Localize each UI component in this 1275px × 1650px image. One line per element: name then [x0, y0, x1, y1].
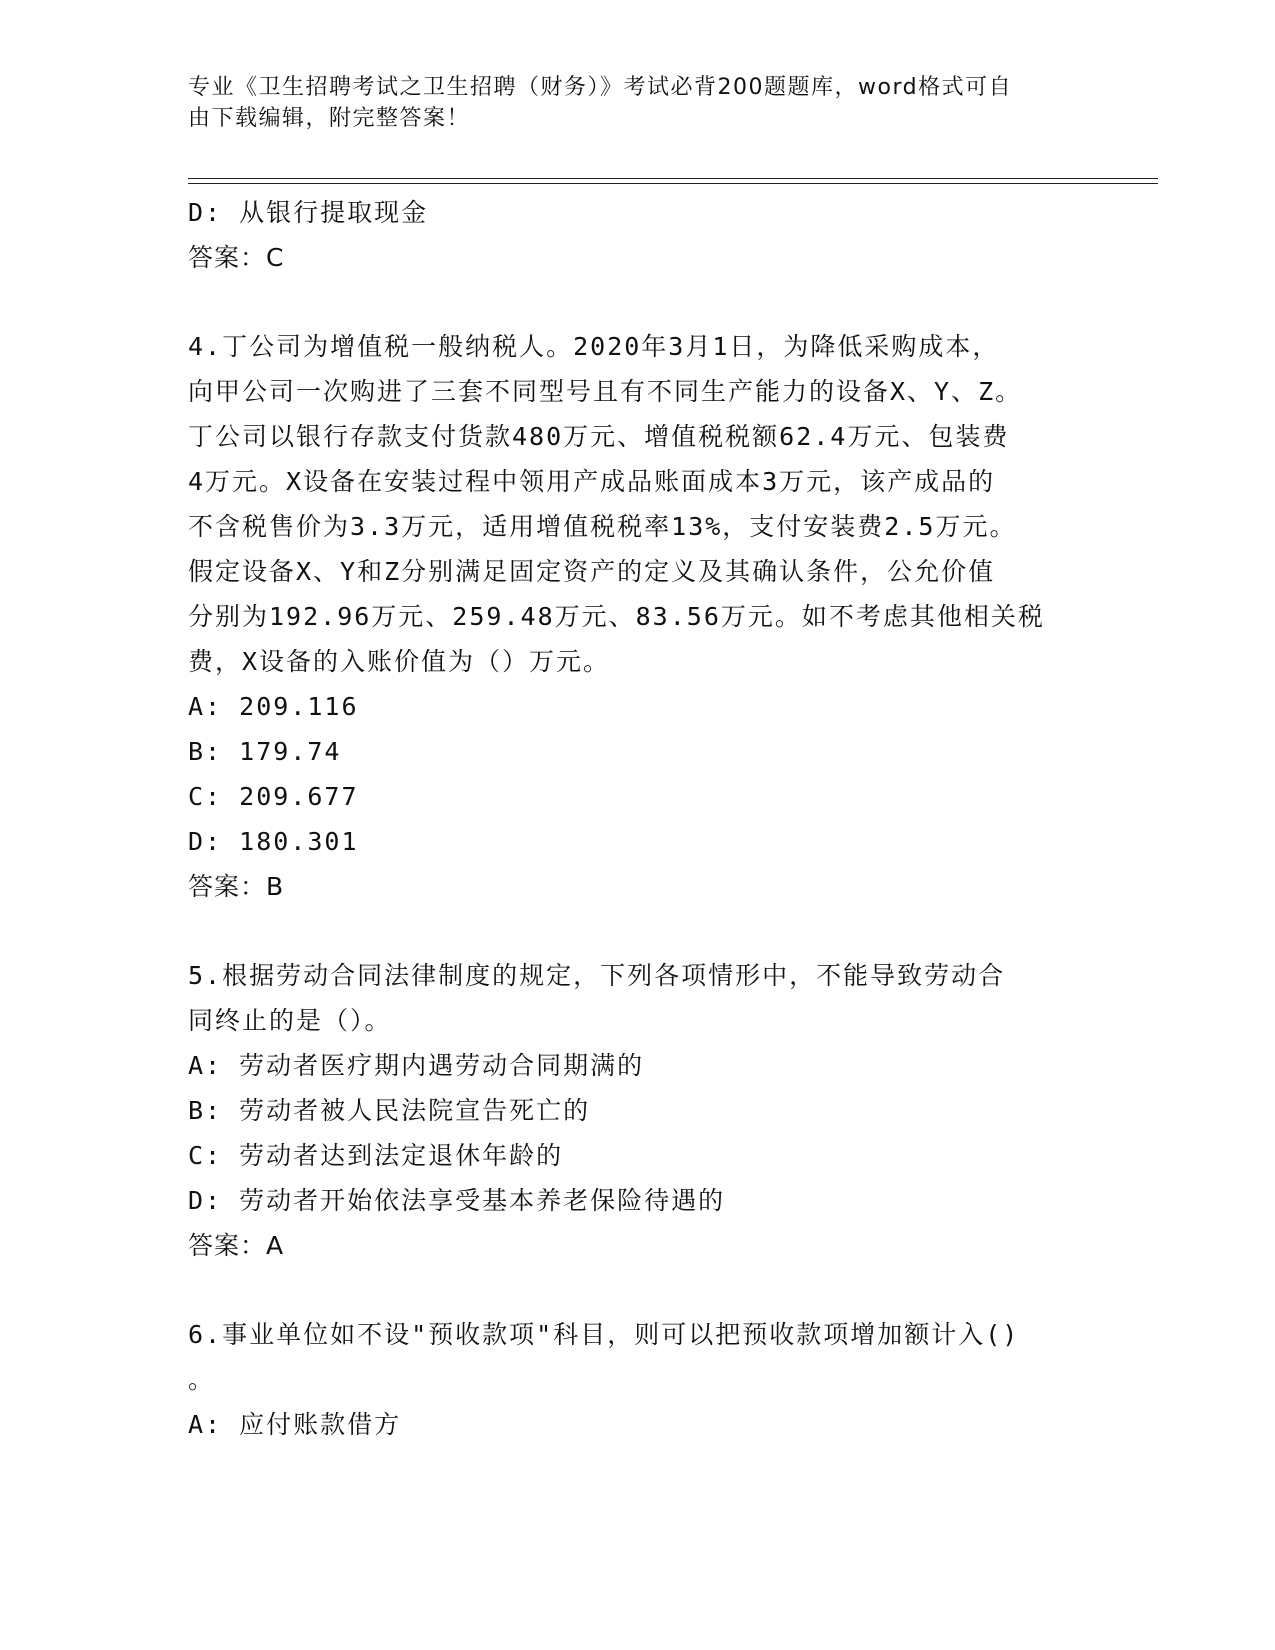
question-5-option-d: D: 劳动者开始依法享受基本养老保险待遇的 [188, 1186, 726, 1215]
question-4-option-d: D: 180.301 [188, 827, 359, 856]
question-4-option-a: A: 209.116 [188, 692, 359, 721]
prev-answer: 答案：C [188, 243, 285, 272]
question-4-line: 向甲公司一次购进了三套不同型号且有不同生产能力的设备X、Y、Z。 [188, 377, 1023, 406]
question-4-option-b: B: 179.74 [188, 737, 342, 766]
spacer [188, 1268, 1078, 1312]
question-6-line: 。 [188, 1365, 216, 1394]
question-5-answer: 答案：A [188, 1231, 285, 1260]
question-6-line: 6.事业单位如不设"预收款项"科目，则可以把预收款项增加额计入() [188, 1320, 1020, 1349]
question-4-line: 4.丁公司为增值税一般纳税人。2020年3月1日，为降低采购成本， [188, 332, 1000, 361]
question-4-line: 不含税售价为3.3万元，适用增值税税率13%，支付安装费2.5万元。 [188, 512, 1017, 541]
question-4-line: 费，X设备的入账价值为（）万元。 [188, 647, 611, 676]
document-body [188, 190, 1078, 1447]
question-4-line: 假定设备X、Y和Z分别满足固定资产的定义及其确认条件，公允价值 [188, 557, 996, 586]
question-5-option-b: B: 劳动者被人民法院宣告死亡的 [188, 1096, 591, 1125]
question-6-option-a: A: 应付账款借方 [188, 1410, 402, 1439]
question-5-line: 5.根据劳动合同法律制度的规定，下列各项情形中，不能导致劳动合 [188, 961, 1006, 990]
question-5-option-a: A: 劳动者医疗期内遇劳动合同期满的 [188, 1051, 645, 1080]
question-4 [188, 324, 1078, 909]
question-5-option-c: C: 劳动者达到法定退休年龄的 [188, 1141, 564, 1170]
spacer [188, 909, 1078, 953]
document-header [188, 72, 1068, 134]
header-line-1: 专业《卫生招聘考试之卫生招聘（财务）》考试必背200题题库，word格式可自 [188, 75, 1013, 100]
header-divider-top [188, 178, 1158, 179]
question-4-line: 丁公司以银行存款支付货款480万元、增值税税额62.4万元、包装费 [188, 422, 1010, 451]
question-4-option-c: C: 209.677 [188, 782, 359, 811]
header-divider-bottom [188, 183, 1158, 184]
question-6 [188, 1312, 1078, 1447]
question-5 [188, 953, 1078, 1268]
header-line-2: 由下载编辑，附完整答案！ [188, 106, 471, 131]
question-4-answer: 答案：B [188, 872, 285, 901]
question-5-line: 同终止的是（）。 [188, 1006, 392, 1035]
spacer [188, 280, 1078, 324]
question-4-line: 分别为192.96万元、259.48万元、83.56万元。如不考虑其他相关税 [188, 602, 1045, 631]
question-4-line: 4万元。X设备在安装过程中领用产成品账面成本3万元，该产成品的 [188, 467, 996, 496]
prev-option-d: D: 从银行提取现金 [188, 198, 429, 227]
